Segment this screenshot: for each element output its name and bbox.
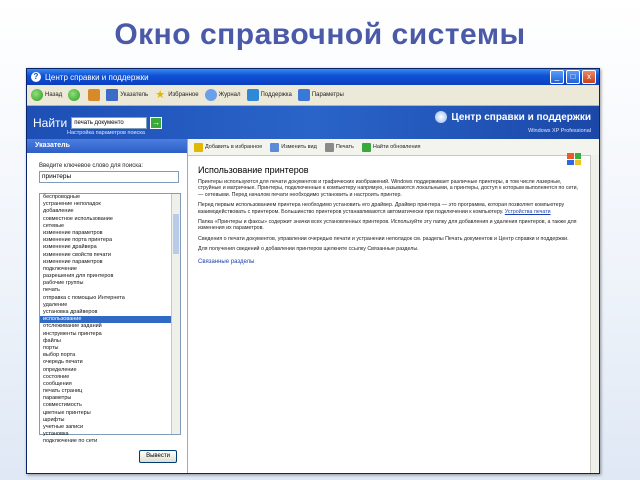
- home-button[interactable]: [88, 89, 100, 101]
- star-icon: ★: [155, 89, 166, 101]
- index-list-item[interactable]: беспроводные: [43, 194, 81, 200]
- related-topics-link[interactable]: Связанные разделы: [198, 258, 255, 265]
- index-list-item[interactable]: совместное использование: [43, 215, 113, 222]
- devices-link[interactable]: Устройства печати: [504, 208, 551, 215]
- content-pane: [188, 139, 599, 473]
- index-list-item[interactable]: инструменты принтера: [43, 330, 102, 337]
- index-list-item[interactable]: цветные принтеры: [43, 409, 91, 416]
- content-scrollbar[interactable]: [590, 155, 599, 473]
- index-list-item[interactable]: печать: [43, 287, 61, 294]
- article-paragraph: Папка «Принтеры и факсы» содержит значки всех установленных принтеров. Используйте эту папку для добавления и удаления принтеров, а также для изменения их параметров.: [198, 219, 577, 232]
- index-list-item[interactable]: добавление: [43, 208, 74, 215]
- maximize-button[interactable]: □: [566, 70, 580, 84]
- print-button[interactable]: Печать: [325, 143, 354, 152]
- windows-logo-icon: [567, 153, 581, 165]
- index-list-item[interactable]: печать страниц: [43, 388, 83, 395]
- index-button[interactable]: Указатель: [106, 89, 148, 101]
- book-icon: [106, 89, 118, 101]
- index-list-item[interactable]: определение: [43, 366, 77, 373]
- display-button[interactable]: Вывести: [139, 450, 177, 463]
- help-center-window: [26, 68, 600, 474]
- keyword-prompt: Введите ключевое слово для поиска:: [39, 163, 143, 169]
- index-panel-header: Указатель: [27, 139, 187, 153]
- view-icon: [270, 143, 279, 152]
- index-list-item[interactable]: сообщения: [43, 380, 72, 387]
- support-button[interactable]: Поддержка: [247, 89, 292, 101]
- back-button[interactable]: Назад: [31, 89, 62, 101]
- index-list-item[interactable]: учетные записи: [43, 424, 84, 430]
- index-list-item[interactable]: использование: [40, 316, 180, 323]
- search-banner: [27, 106, 599, 140]
- printer-icon: [325, 143, 334, 152]
- index-list-item[interactable]: разрешения для принтеров: [43, 273, 114, 280]
- index-list-item[interactable]: выбор порта: [43, 352, 76, 359]
- clock-icon: [205, 89, 217, 101]
- index-list-item[interactable]: состояние: [43, 373, 70, 380]
- help-icon: ?: [31, 72, 41, 82]
- forward-arrow-icon: [68, 89, 80, 101]
- index-list-item[interactable]: файлы: [43, 337, 61, 344]
- favorites-button[interactable]: ★ Избранное: [155, 89, 199, 101]
- index-list-item[interactable]: параметры: [43, 395, 72, 402]
- article: [198, 165, 583, 473]
- article-paragraph: Принтеры используются для печати документов и графических изображений. Windows поддерживает различные принтеры, в том числе лазерные, струйные и матричные. Принтеры, подключенные к компьютеру напрямую, называются локальными, а принтеры, доступ к которым выполняется по сети, — сетевыми. Перед началом печати необходимо установить и настроить принтер.: [198, 179, 579, 198]
- back-arrow-icon: [31, 89, 43, 101]
- index-list-item[interactable]: порты: [43, 344, 59, 351]
- help-center-logo-icon: [435, 111, 447, 123]
- index-list-item[interactable]: подключение: [43, 265, 77, 272]
- slide-title: Окно справочной системы: [114, 18, 526, 51]
- options-icon: [298, 89, 310, 101]
- index-list-item[interactable]: изменение свойств печати: [43, 251, 111, 258]
- close-button[interactable]: x: [582, 70, 596, 84]
- index-panel: [27, 139, 188, 473]
- index-list-scrollbar[interactable]: [171, 194, 180, 434]
- main-toolbar: [27, 85, 599, 106]
- index-list-item[interactable]: изменение параметров: [43, 229, 103, 236]
- search-go-button[interactable]: →: [152, 118, 161, 127]
- article-title: Использование принтеров: [198, 165, 309, 175]
- content-toolbar: [188, 139, 599, 156]
- index-list-item[interactable]: изменение параметров: [43, 258, 103, 265]
- search-input[interactable]: печать документо: [71, 117, 147, 129]
- index-list-item[interactable]: устранение неполадок: [43, 201, 101, 208]
- change-view-button[interactable]: Изменить вид: [270, 143, 317, 152]
- update-icon: [362, 143, 371, 152]
- minimize-button[interactable]: _: [550, 70, 564, 84]
- brand-subtitle: Windows XP Professional: [528, 128, 591, 134]
- article-paragraph: Для получения сведений о добавлении принтеров щелкните ссылку Связанные разделы.: [198, 246, 419, 253]
- index-list-item[interactable]: рабочие группы: [43, 280, 84, 287]
- keyword-input[interactable]: принтеры: [39, 171, 179, 183]
- index-list-item[interactable]: отправка с помощью Интернета: [43, 294, 125, 301]
- window-titlebar[interactable]: [27, 69, 599, 85]
- brand: [435, 111, 591, 123]
- index-list-item[interactable]: установка: [43, 431, 69, 438]
- star-add-icon: [194, 143, 203, 152]
- article-paragraph: Сведения о печати документов, управлении очередью печати и устранении неполадок см. разделы Печать документов и Центр справки и поддержки.: [198, 235, 569, 242]
- index-list-item[interactable]: шрифты: [43, 416, 65, 423]
- find-label: Найти: [33, 116, 68, 130]
- brand-title: Центр справки и поддержки: [451, 111, 591, 123]
- index-list-item[interactable]: подключение по сети: [43, 438, 98, 445]
- index-list-item[interactable]: изменение порта принтера: [43, 237, 113, 244]
- index-list-item[interactable]: сетевые: [43, 222, 65, 229]
- home-icon: [88, 89, 100, 101]
- article-paragraph: Перед первым использованием принтера необходимо установить его драйвер. Драйвер принтера — это программа, которая позволяет компьютеру взаимодействовать с принтером. Большинство принтеров устанавливаются автоматически при подключении к компьютеру. Устройства печати: [198, 202, 565, 215]
- index-list[interactable]: [39, 193, 181, 445]
- search-options-link[interactable]: Настройка параметров поиска: [67, 130, 145, 136]
- window-title: Центр справки и поддержки: [45, 72, 149, 82]
- updates-button[interactable]: Найти обновления: [362, 143, 421, 152]
- scrollbar-thumb[interactable]: [173, 214, 179, 254]
- add-favorites-button[interactable]: Добавить в избранное: [194, 143, 262, 152]
- index-list-item[interactable]: изменение драйвера: [43, 244, 97, 251]
- support-icon: [247, 89, 259, 101]
- index-list-item[interactable]: установка драйверов: [43, 309, 98, 315]
- index-list-item[interactable]: совместимость: [43, 402, 82, 409]
- index-list-item[interactable]: удаление: [43, 301, 68, 308]
- index-list-item[interactable]: отслеживание заданий: [43, 323, 102, 330]
- history-button[interactable]: Журнал: [205, 89, 241, 101]
- index-list-item[interactable]: очередь печати: [43, 359, 83, 366]
- options-button[interactable]: Параметры: [298, 89, 344, 101]
- forward-button[interactable]: [68, 89, 82, 101]
